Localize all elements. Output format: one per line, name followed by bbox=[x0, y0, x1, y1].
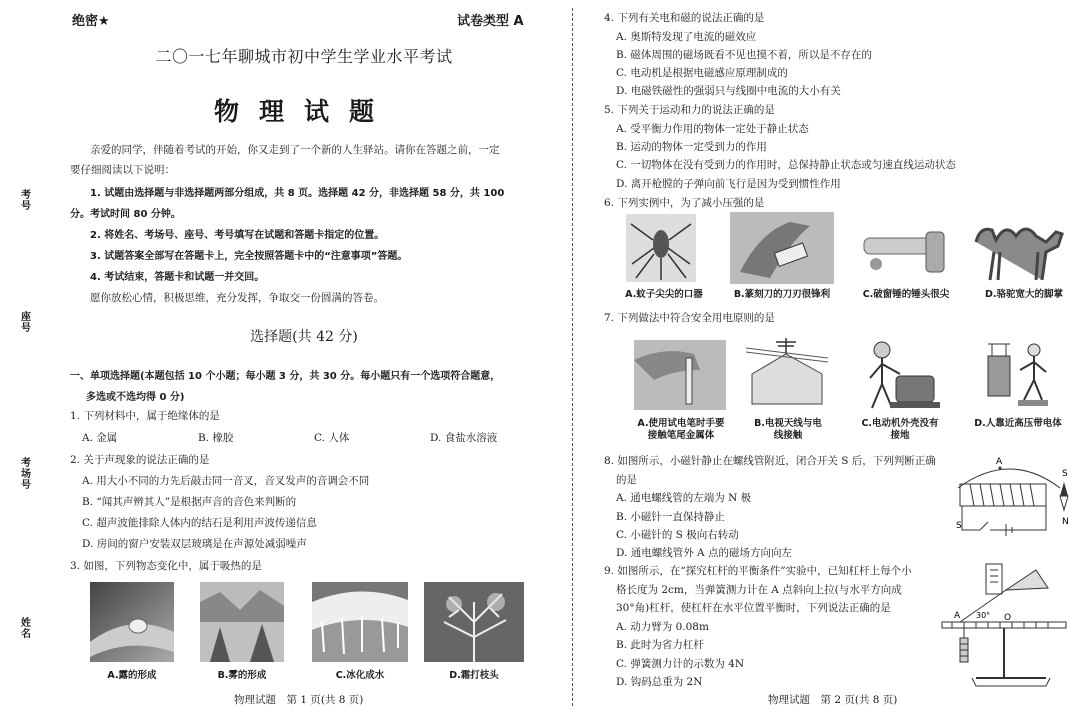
page-divider bbox=[572, 8, 573, 706]
question-5: 5. 下列关于运动和力的说法正确的是 bbox=[604, 104, 775, 116]
image-carving-knife bbox=[730, 212, 834, 284]
question-8-a: 8. 如图所示，小磁针静止在螺线管附近，闭合开关 S 后，下列判断正确 bbox=[604, 455, 936, 467]
page-1 bbox=[64, 0, 544, 714]
caption-high-voltage: D.人靠近高压带电体 bbox=[974, 418, 1062, 429]
sidebar-label-name: 姓名 bbox=[21, 618, 31, 640]
page-2-footer: 物理试题 第 2 页(共 8 页) bbox=[768, 694, 898, 706]
caption-window-hammer: C.破窗锤的锤头很尖 bbox=[862, 289, 950, 300]
q8-option-b: B. 小磁针一直保持静止 bbox=[616, 511, 725, 523]
question-6: 6. 下列实例中，为了减小压强的是 bbox=[604, 197, 765, 209]
caption-ice: C.冰化成水 bbox=[335, 670, 385, 681]
caption-dew: A.露的形成 bbox=[107, 670, 157, 681]
label-angle: 30° bbox=[976, 611, 991, 620]
image-high-voltage bbox=[982, 334, 1054, 414]
label-needle-s: S bbox=[1062, 469, 1068, 479]
caption-frost: D.霜打枝头 bbox=[449, 670, 499, 681]
q4-option-c: C. 电动机是根据电磁感应原理制成的 bbox=[616, 67, 788, 79]
sidebar-label-seat-number: 座号 bbox=[21, 312, 31, 334]
question-9-b: 格长度为 2cm，当弹簧测力计在 A 点斜向上拉(与水平方向成 bbox=[616, 584, 902, 596]
caption-fog: B.雾的形成 bbox=[217, 670, 267, 681]
confidential-mark: 绝密★ bbox=[72, 14, 110, 29]
intro-line-2: 要仔细阅读以下说明： bbox=[70, 164, 175, 176]
subject-title: 物理试题 bbox=[213, 97, 394, 126]
binding-margin bbox=[0, 0, 62, 714]
section-title: 选择题(共 42 分) bbox=[250, 329, 358, 345]
label-point-a: A bbox=[954, 611, 961, 621]
q9-option-a: A. 动力臂为 0.08m bbox=[616, 621, 709, 633]
image-motor bbox=[860, 334, 944, 414]
page-2 bbox=[598, 0, 1074, 714]
caption-test-pen: A.使用试电笔时手要 接触笔尾金属体 bbox=[637, 418, 725, 441]
question-2: 2. 关于声现象的说法正确的是 bbox=[70, 454, 210, 466]
q4-option-a: A. 奥斯特发现了电流的磁效应 bbox=[616, 31, 757, 43]
caption-carving-knife: B.篆刻刀的刀刃很锋利 bbox=[733, 289, 831, 300]
q8-option-a: A. 通电螺线管的左端为 N 极 bbox=[616, 492, 752, 504]
sidebar-label-exam-number: 考号 bbox=[21, 190, 31, 212]
caption-motor: C.电动机外壳没有 接地 bbox=[861, 418, 939, 441]
note-2: 2. 将姓名、考场号、座号、考号填写在试题和答题卡指定的位置。 bbox=[90, 230, 385, 241]
image-test-pen bbox=[634, 340, 726, 410]
photo-fog bbox=[200, 582, 284, 662]
caption-camel: D.骆驼宽大的脚掌 bbox=[985, 289, 1063, 300]
q9-option-b: B. 此时为省力杠杆 bbox=[616, 639, 704, 651]
q1-option-c: C. 人体 bbox=[314, 432, 350, 444]
caption-mosquito: A.蚊子尖尖的口器 bbox=[625, 289, 703, 300]
part-1-heading-a: 一、单项选择题(本题包括 10 个小题；每小题 3 分，共 30 分。每小题只有一个选项符合题意， bbox=[70, 371, 501, 382]
image-tv-antenna bbox=[746, 334, 828, 414]
label-switch-s: S bbox=[956, 521, 962, 531]
q2-option-d: D. 房间的窗户安装双层玻璃是在声源处减弱噪声 bbox=[82, 538, 307, 550]
q2-option-a: A. 用大小不同的力先后敲击同一音叉，音叉发声的音调会不同 bbox=[82, 475, 370, 487]
label-point-a: A bbox=[996, 457, 1003, 467]
q1-option-a: A. 金属 bbox=[82, 432, 118, 444]
note-1b: 分。考试时间 80 分钟。 bbox=[70, 209, 181, 220]
photo-frost bbox=[424, 582, 524, 662]
caption-tv-antenna: B.电视天线与电 线接触 bbox=[754, 418, 822, 441]
image-camel bbox=[966, 212, 1070, 284]
photo-ice-melting bbox=[312, 582, 408, 662]
q8-option-c: C. 小磁针的 S 极向右转动 bbox=[616, 529, 739, 541]
photo-dew bbox=[90, 582, 174, 662]
paper-type: 试卷类型 A bbox=[457, 14, 524, 29]
q5-option-c: C. 一切物体在没有受到力的作用时，总保持静止状态或匀速直线运动状态 bbox=[616, 159, 956, 171]
label-needle-n: N bbox=[1062, 517, 1069, 527]
note-3: 3. 试题答案全部写在答题卡上，完全按照答题卡中的“注意事项”答题。 bbox=[90, 251, 408, 262]
q2-option-c: C. 超声波能排除人体内的结石是利用声波传递信息 bbox=[82, 517, 317, 529]
q5-option-b: B. 运动的物体一定受到力的作用 bbox=[616, 141, 767, 153]
question-3: 3. 如图，下列物态变化中，属于吸热的是 bbox=[70, 560, 262, 572]
q5-option-a: A. 受平衡力作用的物体一定处于静止状态 bbox=[616, 123, 809, 135]
question-9-c: 30°角)杠杆，使杠杆在水平位置平衡时，下列说法正确的是 bbox=[616, 602, 891, 614]
question-7: 7. 下列做法中符合安全用电原则的是 bbox=[604, 312, 775, 324]
question-9-a: 9. 如图所示，在“探究杠杆的平衡条件”实验中，已知杠杆上每个小 bbox=[604, 565, 912, 577]
note-1a: 1. 试题由选择题与非选择题两部分组成，共 8 页。选择题 42 分，非选择题 58 分，共 100 bbox=[90, 188, 505, 199]
page-1-footer: 物理试题 第 1 页(共 8 页) bbox=[234, 694, 364, 706]
question-8-b: 的是 bbox=[616, 474, 637, 486]
q5-option-d: D. 离开枪膛的子弹向前飞行是因为受到惯性作用 bbox=[616, 178, 841, 190]
sidebar-label-room-number: 考场号 bbox=[21, 458, 31, 491]
q9-option-c: C. 弹簧测力计的示数为 4N bbox=[616, 658, 745, 670]
q9-option-d: D. 钩码总重为 2N bbox=[616, 676, 703, 688]
q1-option-b: B. 橡胶 bbox=[198, 432, 234, 444]
note-4: 4. 考试结束，答题卡和试题一并交回。 bbox=[90, 272, 265, 283]
intro-line-1: 亲爱的同学，伴随着考试的开始，你又走到了一个新的人生驿站。请你在答题之前，一定 bbox=[90, 144, 500, 156]
q8-option-d: D. 通电螺线管外 A 点的磁场方向向左 bbox=[616, 547, 792, 559]
label-fulcrum-o: O bbox=[1004, 613, 1012, 623]
lever-diagram bbox=[936, 560, 1074, 688]
exam-title: 二〇一七年聊城市初中学生学业水平考试 bbox=[155, 47, 453, 66]
part-1-heading-b: 多选或不选均得 0 分) bbox=[86, 392, 185, 403]
wish-line: 愿你放松心情，积极思维，充分发挥，争取交一份圆满的答卷。 bbox=[90, 292, 384, 304]
image-mosquito bbox=[626, 214, 696, 282]
image-window-hammer bbox=[856, 218, 956, 280]
question-1: 1. 下列材料中，属于绝缘体的是 bbox=[70, 410, 220, 422]
q1-option-d: D. 食盐水溶液 bbox=[430, 432, 498, 444]
q4-option-b: B. 磁体周围的磁场既看不见也摸不着，所以是不存在的 bbox=[616, 49, 872, 61]
q4-option-d: D. 电磁铁磁性的强弱只与线圈中电流的大小有关 bbox=[616, 85, 841, 97]
q2-option-b: B. “闻其声辨其人”是根据声音的音色来判断的 bbox=[82, 496, 297, 508]
solenoid-diagram bbox=[950, 450, 1074, 552]
question-4: 4. 下列有关电和磁的说法正确的是 bbox=[604, 12, 765, 24]
